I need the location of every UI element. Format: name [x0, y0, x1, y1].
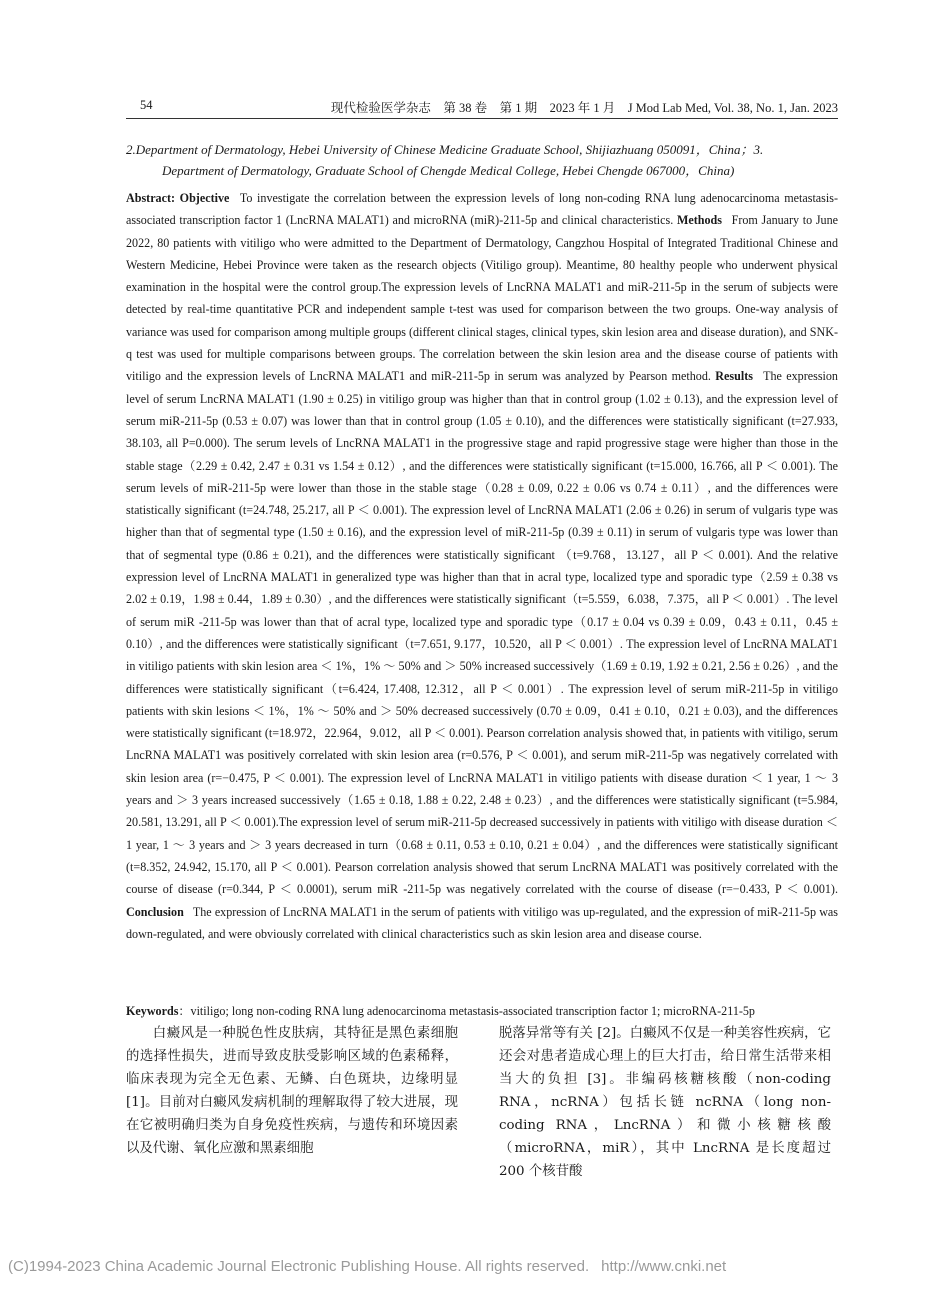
running-header: [126, 98, 838, 119]
keywords-label: Keywords: [126, 1004, 179, 1018]
abstract-conclusion-label: Conclusion: [126, 904, 184, 919]
english-abstract: [126, 187, 838, 945]
journal-citation: 现代检验医学杂志 第 38 卷 第 1 期 2023 年 1 月 J Mod Lab Med, Vol. 38, No. 1, Jan. 2023: [330, 101, 838, 115]
abstract-results: The expression level of serum LncRNA MALAT1 (1.90 ± 0.25) in vitiligo group was higher than that in control group (1.02 ± 0.13), and the expression level of serum miR-211-5p (0.53 ± 0.07) was lower than that in control group (1.05 ± 0.10), and the differences were statistically significant (t=27.933, 38.103, all P=0.000). The serum levels of LncRNA MALAT1 in the progressive stage and rapid progressive stage were higher than those in the stable stage（2.29 ± 0.42, 2.47 ± 0.31 vs 1.54 ± 0.12）, and the differences were statistically significant (t=15.000, 16.766, all P ＜ 0.001). The serum levels of miR-211-5p were lower than those in the stable stage（0.28 ± 0.09, 0.22 ± 0.06 vs 0.74 ± 0.11）, and the differences were statistically significant (t=24.748, 25.217, all P ＜ 0.001). The expression level of LncRNA MALAT1 (2.06 ± 0.26) in serum of vulgaris type was higher than that of segmental type (1.50 ± 0.16), and the expression level of miR-211-5p (0.39 ± 0.11) in serum of vulgaris type was lower than that of segmental type (0.86 ± 0.21), and the differences were statistically significant （t=9.768，13.127，all P ＜ 0.001). And the relative expression level of LncRNA MALAT1 in generalized type was higher than that in acral type, localized type and sporadic type（2.59 ± 0.38 vs 2.02 ± 0.19，1.98 ± 0.44，1.89 ± 0.30）, and the differences were statistically significant（t=5.559，6.038，7.375，all P ＜ 0.001）. The level of serum miR -211-5p was lower than that of acral type, localized type and sporadic type（0.17 ± 0.04 vs 0.39 ± 0.09，0.43 ± 0.11，0.45 ± 0.10）, and the differences were statistically significant（t=7.651, 9.177，10.520，all P ＜ 0.001）. The expression level of LncRNA MALAT1 in vitiligo patients with skin lesion area ＜ 1%，1% ～ 50% and ＞ 50% increased successively（1.69 ± 0.19, 1.92 ± 0.21, 2.56 ± 0.26）, and the differences were statistically significant（t=6.424, 17.408, 12.312，all P ＜ 0.001）. The expression level of serum miR-211-5p in vitiligo patients with skin lesions ＜ 1%，1% ～ 50% and ＞ 50% decreased successively (0.70 ± 0.09，0.41 ± 0.10，0.21 ± 0.03), and the differences were statistically significant (t=18.972，22.964，9.012，all P ＜ 0.001). Pearson correlation analysis showed that, in patients with vitiligo, serum LncRNA MALAT1 was positively correlated with skin lesion area (r=0.576, P ＜ 0.001), and serum miR-211-5p was negatively correlated with skin lesion area (r=−0.475, P ＜ 0.001). The expression level of LncRNA MALAT1 in vitiligo patients with disease duration ＜ 1 year, 1 ～ 3 years and ＞ 3 years increased successively（1.65 ± 0.18, 1.88 ± 0.22, 2.48 ± 0.23）, and the differences were statistically significant (t=5.984, 20.581, 13.291, all P ＜ 0.001).The expression level of serum miR-211-5p decreased successively in patients with vitiligo with disease duration ＜ 1 year, 1 ～ 3 years and ＞ 3 years decreased in turn（0.68 ± 0.11, 0.53 ± 0.10, 0.21 ± 0.04）, and the differences were statistically significant (t=8.352, 24.942, 15.170, all P ＜ 0.001). Pearson correlation analysis showed that serum LncRNA MALAT1 was positively correlated with the course of disease (r=0.344, P ＜ 0.0001), serum miR -211-5p was negatively correlated with the course of disease (r=−0.433, P ＜ 0.001).: [126, 369, 838, 897]
body-column-right: 脱落异常等有关 [2]。白癜风不仅是一种美容性疾病，它还会对患者造成心理上的巨大打击，给日常生活带来相当大的负担 [3]。非编码核糖核酸（non-coding RNA，ncRNA）包括长链 ncRNA（long non-coding RNA，LncRNA）和微小核糖核酸（microRNA，miR），其中 LncRNA 是长度超过 200 个核苷酸: [499, 1026, 831, 1179]
keywords-separator: ：: [178, 1004, 191, 1018]
abstract-results-label: Results: [715, 369, 753, 384]
page-number: 54: [140, 98, 153, 112]
affiliation-line-2: Department of Dermatology, Graduate School of Chengde Medical College, Hebei Chengde 067000，China): [162, 163, 735, 178]
abstract-conclusion: The expression of LncRNA MALAT1 in the serum of patients with vitiligo was up-regulated, and the expression of miR-211-5p was down-regulated, and were obviously correlated with clinical characteristics such as skin lesion area and disease course.: [126, 904, 838, 941]
abstract-objective-label: Abstract: Objective: [126, 191, 230, 205]
cnki-footer: [0, 1258, 950, 1275]
abstract-objective: To investigate the correlation between the expression levels of long non-coding RNA lung adenocarcinoma metastasis-associated transcription factor 1 (LncRNA MALAT1) and microRNA (miR)-211-5p and clinical characteristics.: [126, 191, 838, 228]
abstract-methods-label: Methods: [676, 213, 722, 228]
copyright-notice: (C)1994-2023 China Academic Journal Electronic Publishing House. All rights reserved.: [8, 1258, 590, 1275]
affiliation-line-1: 2.Department of Dermatology, Hebei University of Chinese Medicine Graduate School, Shijiazhuang 050091，China；3.: [126, 142, 764, 157]
keywords: [126, 1000, 838, 1022]
abstract-methods: From January to June 2022, 80 patients with vitiligo who were admitted to the Department of Dermatology, Cangzhou Hospital of Integrated Traditional Chinese and Western Medicine, Hebei Province were taken as the research objects (Vitiligo group). Meantime, 80 healthy people who underwent physical examination in the hospital were the control group.The expression levels of LncRNA MALAT1 and miR-211-5p in the serum of subjects were detected by real-time quantitative PCR and independent sample t-test was used for comparison between the two groups. One-way analysis of variance was used for comparison among multiple groups (different clinical stages, clinical types, skin lesion area and disease duration), and SNK-q test was used for multiple comparisons between groups. The correlation between the skin lesion area and the disease course of patients with vitiligo and the expression levels of LncRNA MALAT1 and miR-211-5p in serum was analyzed by Pearson method.: [126, 213, 839, 384]
keywords-text: vitiligo; long non-coding RNA lung adenocarcinoma metastasis-associated transcription factor 1; microRNA-211-5p: [190, 1004, 755, 1018]
affiliations: [126, 139, 838, 181]
cnki-link[interactable]: http://www.cnki.net: [601, 1258, 727, 1275]
body-column-left: 白癜风是一种脱色性皮肤病，其特征是黑色素细胞的选择性损失，进而导致皮肤受影响区域的色素稀释，临床表现为完全无色素、无鳞、白色斑块，边缘明显 [1]。目前对白癜风发病机制的理解取得了较大进展，现在它被明确归类为自身免疫性疾病，与遗传和环境因素以及代谢、氧化应激和黑素细胞: [126, 1026, 458, 1156]
